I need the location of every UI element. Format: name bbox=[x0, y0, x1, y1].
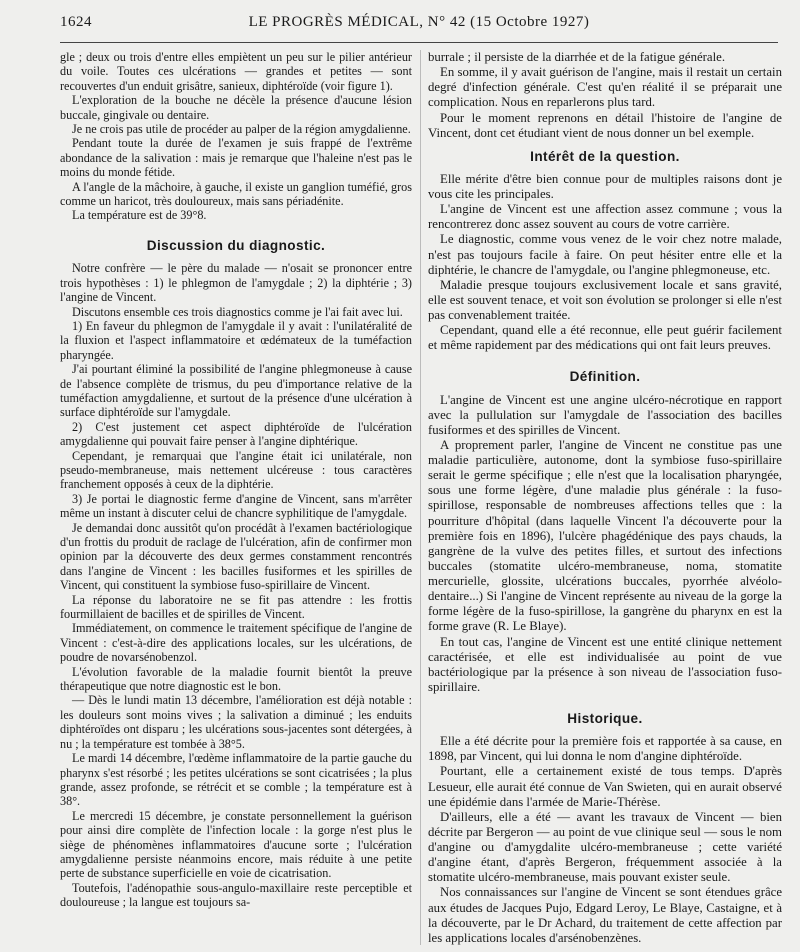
left-column bbox=[60, 50, 412, 910]
spacer bbox=[60, 253, 412, 261]
paragraph: 2) C'est justement cet aspect diphtéroïde de l'ulcération amygdalienne qui pouvait faire penser à l'angine diphtérique. bbox=[60, 419, 412, 449]
spacer bbox=[428, 385, 782, 393]
journal-title: LE PROGRÈS MÉDICAL, N° 42 (15 Octobre 1927) bbox=[248, 14, 590, 30]
paragraph: En tout cas, l'angine de Vincent est une entité clinique nettement caractérisée, et elle est individualisée au point de vue bactériologique par la présence à son niveau de l'association fuso-spirillaire. bbox=[428, 634, 782, 694]
paragraph: Pourtant, elle a certainement existé de tous temps. D'après Lesueur, elle aurait été connue de Van Swieten, qui en aurait observé une épidémie dans l'armée de Marie-Thérèse. bbox=[428, 764, 782, 809]
paragraph: Je ne crois pas utile de procéder au palper de la région amygdalienne. bbox=[72, 122, 411, 137]
paragraph: L'évolution favorable de la maladie fournit bientôt la preuve thérapeutique que notre diagnostic est le bon. bbox=[60, 664, 412, 694]
paragraph: gle ; deux ou trois d'entre elles empiètent un peu sur le pilier antérieur du voile. Toutes ces ulcérations — grandes et petites — sont recouvertes d'un enduit grisâtre, sanieux, diphtéroïde (voir figure 1). bbox=[60, 50, 412, 93]
paragraph: Elle mérite d'être bien connue pour de multiples raisons dont je vous cite les principales. bbox=[428, 171, 782, 201]
section-heading: Discussion du diagnostic. bbox=[146, 237, 326, 253]
paragraph: 1) En faveur du phlegmon de l'amygdale il y avait : l'unilatéralité de la fluxion et l'aspect inflammatoire et œdémateux de la tuméfaction pharyngée. bbox=[60, 318, 412, 362]
paragraph: Pour le moment reprenons en détail l'histoire de l'angine de Vincent, dont cet étudiant vient de nous donner un bel exemple. bbox=[428, 110, 782, 140]
paragraph: Immédiatement, on commence le traitement spécifique de l'angine de Vincent : c'est-à-dire des applications locales, sur les ulcérations, de poudre de novarsénobenzol. bbox=[60, 621, 412, 665]
paragraph: Le mercredi 15 décembre, je constate personnellement la guérison pour ainsi dire complète de l'infection locale : la gorge n'est plus le siège de phénomènes inflammatoires d'aucune sorte ; l'ulcération amygdalienne persiste néanmoins encore, mais réduite à une petite perte de substance superficielle en voie de cicatrisation. bbox=[60, 808, 412, 881]
paragraph: Le mardi 14 décembre, l'œdème inflammatoire de la partie gauche du pharynx s'est résorbé ; les petites ulcérations se sont cicatrisées ; la plus grande, assez profonde, se rétrécit et se comble ; la température est à 38°. bbox=[60, 751, 412, 809]
paragraph: Le diagnostic, comme vous venez de le voir chez notre malade, n'est pas toujours facile à faire. On peut hésiter entre elle et la diphtérie, le chancre de l'amygdale, ou l'angine phlegmoneuse, etc. bbox=[428, 232, 782, 277]
paragraph: Maladie presque toujours exclusivement locale et sans gravité, elle est souvent tenace, et voit son évolution se prolonger si elle n'est pas convenablement traitée. bbox=[428, 277, 782, 322]
header-rule bbox=[60, 42, 778, 43]
paragraph: Cependant, je remarquai que l'angine était ici unilatérale, non pseudo-membraneuse, mais nettement ulcéreuse : tous caractères franchement opposés à ceux de la diphtérie. bbox=[60, 448, 412, 492]
paragraph: Elle a été décrite pour la première fois et rapportée à sa cause, en 1898, par Vincent, qui lui donna le nom d'angine diphtéroïde. bbox=[428, 734, 782, 764]
spacer bbox=[60, 223, 412, 239]
paragraph: Discutons ensemble ces trois diagnostics comme je l'ai fait avec lui. bbox=[72, 304, 403, 319]
paragraph: A l'angle de la mâchoire, à gauche, il existe un ganglion tuméfié, gros comme un haricot, très douloureux, mais sans périadénite. bbox=[60, 179, 412, 209]
paragraph: J'ai pourtant éliminé la possibilité de l'angine phlegmoneuse à cause de l'absence complète de trismus, du peu d'importance relative de la tuméfaction amygdalienne, et surtout de la présence d'une ulcération à surface diphtéroïde sur l'amygdale. bbox=[60, 362, 412, 420]
right-column bbox=[428, 50, 782, 946]
paragraph: Je demandai donc aussitôt qu'on procédât à l'examen bactériologique d'un frottis du produit de raclage de l'ulcération, afin de confirmer mon opinion par la découverte des deux germes constamment rencontrés dans l'angine de Vincent : les bacilles fusiformes et les spirilles de Vincent, qui constituent la symbiose fuso-spirillaire de Vincent. bbox=[60, 520, 412, 593]
page-header bbox=[60, 14, 778, 36]
spacer bbox=[428, 353, 782, 369]
section-heading: Définition. bbox=[569, 369, 641, 385]
paragraph: Cependant, quand elle a été reconnue, elle peut guérir facilement et même rapidement par des médications qui ont fait leurs preuves. bbox=[428, 323, 782, 353]
paragraph: burrale ; il persiste de la diarrhée et de la fatigue générale. bbox=[428, 50, 726, 64]
spacer bbox=[428, 726, 782, 734]
paragraph: — Dès le lundi matin 13 décembre, l'amélioration est déjà notable : les douleurs sont moins vives ; la salivation a diminué ; les enduits diphtéroïdes ont disparu ; les ulcérations sous-jacentes sont détergées, à nu ; la température est tombée à 38°5. bbox=[60, 693, 412, 751]
spacer bbox=[428, 695, 782, 711]
spacer bbox=[428, 141, 782, 149]
paragraph: Pendant toute la durée de l'examen je suis frappé de l'extrême abondance de la salivation : mais je remarque que l'haleine n'est pas le moins du monde fétide. bbox=[60, 136, 412, 180]
column-divider bbox=[420, 50, 421, 945]
paragraph: A proprement parler, l'angine de Vincent ne constitue pas une maladie particulière, autonome, dont la symbiose fuso-spirillaire serait le germe spécifique ; elle n'est que la localisation pharyngée, sous une forme légère, d'une maladie plus générale : la fuso-spirillose, responsable de nombreuses affections telles que : la pourriture d'hôpital (dans laquelle Vincent l'a découverte pour la première fois en 1896), l'ulcère phagédénique des pays chauds, la gangrène de la vulve des petites filles, et surtout des infections buccales (stomatite ulcéro-membraneuse, noma, stomatite mercurielle, glossite, ulcérations buccales, pyorrhée alvéolo-dentaire...) Si l'angine de Vincent représente au niveau de la gorge la forme légère de la fuso-spirillose, la gangrène du pharynx en est la forme grave (R. Le Blaye). bbox=[428, 437, 782, 634]
paragraph: 3) Je portai le diagnostic ferme d'angine de Vincent, sans m'arrêter même un instant à discuter celui de chancre syphilitique de l'amygdale. bbox=[60, 491, 412, 521]
paragraph: D'ailleurs, elle a été — avant les travaux de Vincent — bien décrite par Bergeron — au point de vue clinique seul — sous le nom d'angine ou d'amygdalite ulcéro-membraneuse ; cette variété d'angine étant, d'après Bergeron, fréquemment associée à la stomatite ulcéro-membraneuse, mais pouvant exister seule. bbox=[428, 809, 782, 885]
paragraph: En somme, il y avait guérison de l'angine, mais il restait un certain degré d'infection générale. C'est qu'en réalité il se préparait une complication. Nous en reparlerons plus tard. bbox=[428, 65, 782, 110]
paragraph: Nos connaissances sur l'angine de Vincent se sont étendues grâce aux études de Jacques Pujo, Edgard Leroy, Le Blaye, Castaigne, et à la découverte, par le Dr Achard, du traitement de cette affection par les applications locales d'arsénobenzènes. bbox=[428, 885, 782, 945]
paragraph: La réponse du laboratoire ne se fit pas attendre : les frottis fourmillaient de bacilles et de spirilles de Vincent. bbox=[60, 592, 412, 622]
section-heading: Intérêt de la question. bbox=[530, 148, 680, 164]
section-heading: Historique. bbox=[567, 711, 643, 726]
paragraph: L'exploration de la bouche ne décèle la présence d'aucune lésion buccale, gingivale ou dentaire. bbox=[60, 93, 412, 122]
page-number: 1624 bbox=[60, 14, 92, 30]
paragraph: Notre confrère — le père du malade — n'osait se prononcer entre trois hypothèses : 1) le phlegmon de l'amygdale ; 2) la diphtérie ; 3) l'angine de Vincent. bbox=[60, 261, 412, 305]
paragraph: L'angine de Vincent est une angine ulcéro-nécrotique en rapport avec la pullulation sur l'amygdale de l'association des bacilles fusiformes et des spirilles de Vincent. bbox=[428, 392, 782, 437]
paragraph: La température est de 39°8. bbox=[72, 208, 207, 223]
spacer bbox=[428, 164, 782, 172]
paragraph: Toutefois, l'adénopathie sous-angulo-maxillaire reste perceptible et douloureuse ; la langue est toujours sa- bbox=[60, 880, 412, 910]
paragraph: L'angine de Vincent est une affection assez commune ; vous la rencontrerez donc assez souvent au cours de votre carrière. bbox=[428, 202, 782, 232]
